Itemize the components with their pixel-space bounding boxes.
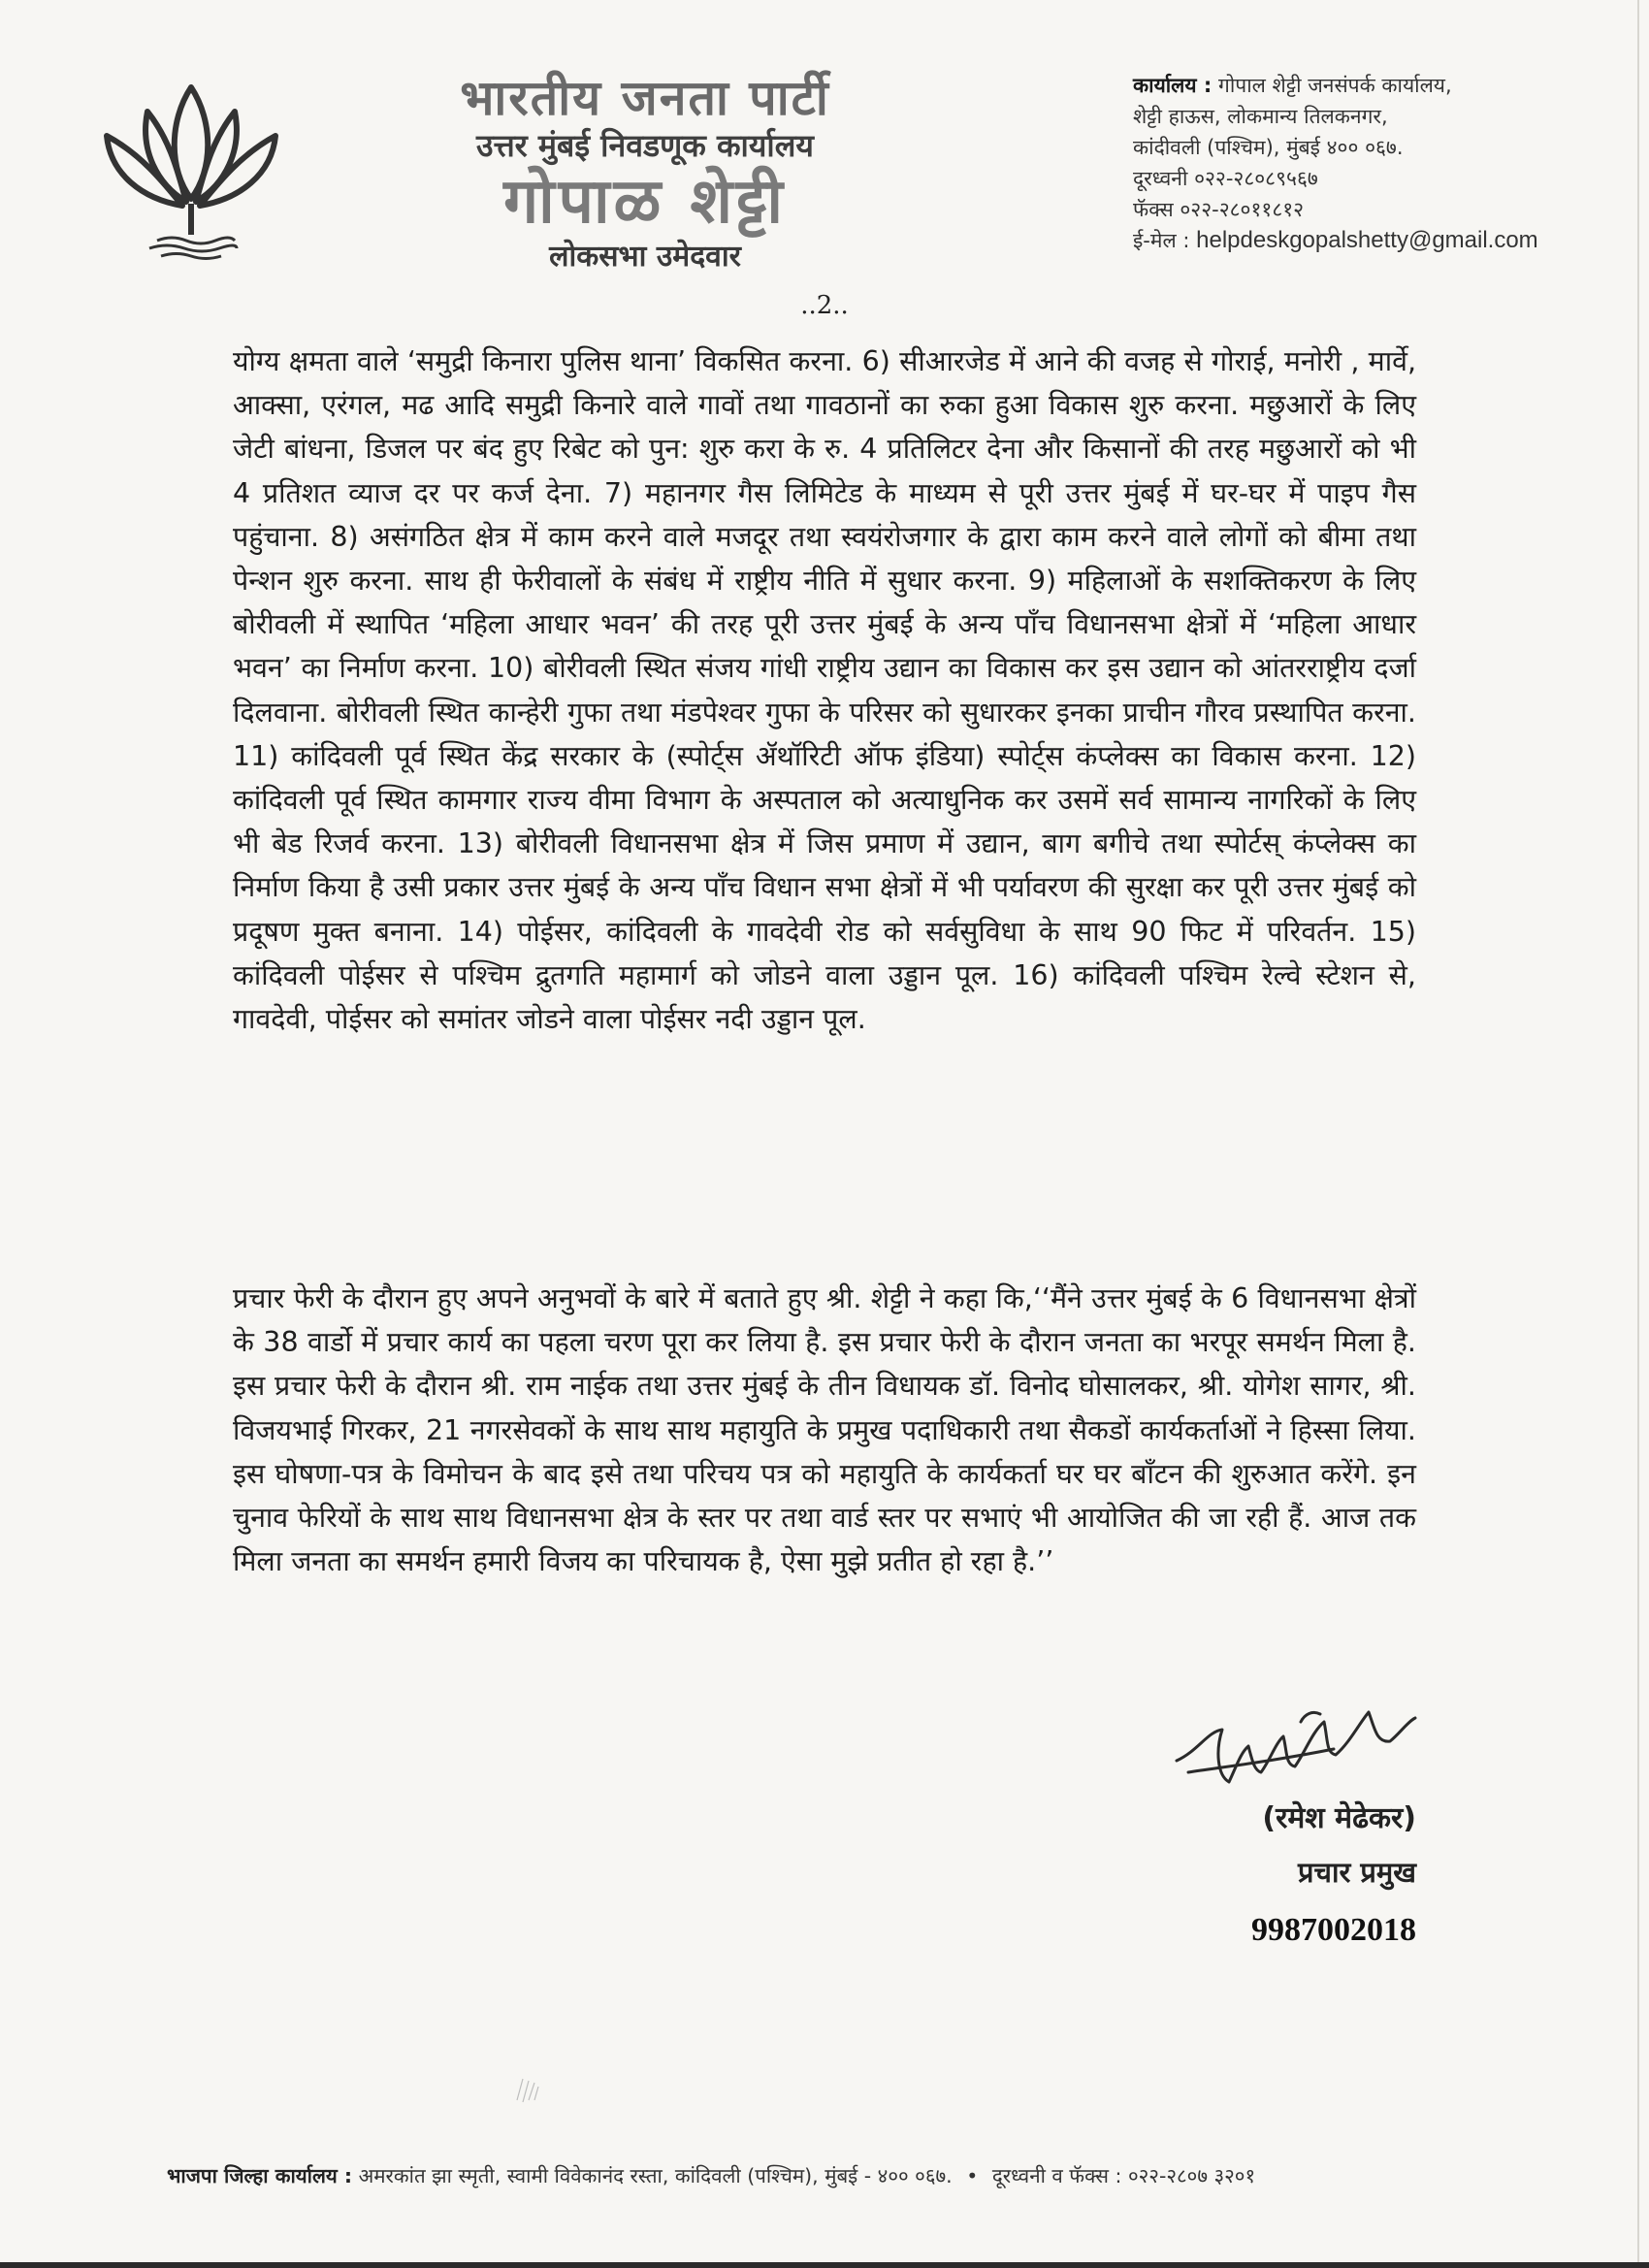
office-email-line [1133,225,1589,256]
contact-block [1133,70,1589,256]
page-number: ..2.. [800,291,849,320]
office-address-line-2: शेट्टी हाऊस, लोकमान्य तिलकनगर, [1133,105,1388,128]
letterhead-title-block [310,70,980,275]
body-paragraph-2: प्रचार फेरी के दौरान हुए अपने अनुभवों के बारे में बताते हुए श्री. शेट्टी ने कहा कि,‘‘मैंने उत्तर मुंबई के 6 विधानसभा क्षेत्रों के 38 वार्डो में प्रचार कार्य का पहला चरण पूरा कर लिया है. इस प्रचार फेरी के दौरान जनता का भरपूर समर्थन मिला है. इस प्रचार फेरी के दौरान श्री. राम नाईक तथा उत्तर मुंबई के तीन विधायक डॉ. विनोद घोसालकर, श्री. योगेश सागर, श्री. विजयभाई गिरकर, 21 नगरसेवकों के साथ साथ महायुति के प्रमुख पदाधिकारी तथा सैकडों कार्यकर्ताओं ने हिस्सा लिया. इस घोषणा-पत्र के विमोचन के बाद इसे तथा परिचय पत्र को महायुति के कार्यकर्ता घर घर बाँटन की शुरुआत करेंगे. इन चुनाव फेरियों के साथ साथ विधानसभा क्षेत्र के स्तर पर तथा वार्ड स्तर पर सभाएं भी आयोजित की जा रही हैं. आज तक मिला जनता का समर्थन हमारी विजय का परिचायक है, ऐसा मुझे प्रतीत हो रहा है.’’ [233,1282,1416,1578]
signatory-name: (रमेश मेढेकर) [1262,1801,1416,1835]
footer-separator: • [966,2164,979,2187]
office-name: उत्तर मुंबई निवडणूक कार्यालय [476,127,814,164]
footer-label: भाजपा जिल्हा कार्यालय : [167,2164,353,2187]
body-paragraph-1: योग्य क्षमता वाले ‘समुद्री किनारा पुलिस थाना’ विकसित करना. 6) सीआरजेड में आने की वजह से गोराई, मनोरी , मार्वे, आक्सा, एरंगल, मढ आदि समुद्री किनारे वाले गावों तथा गावठानों का रुका हुआ विकास शुरु करना. मछुआरों के लिए जेटी बांधना, डिजल पर बंद हुए रिबेट को पुन: शुरु करा के रु. 4 प्रतिलिटर देना और किसानों की तरह मछुआरों को भी 4 प्रतिशत व्याज दर पर कर्ज देना. 7) महानगर गैस लिमिटेड के माध्यम से पूरी उत्तर मुंबई में घर-घर में पाइप गैस पहुंचाना. 8) असंगठित क्षेत्र में काम करने वाले मजदूर तथा स्वयंरोजगार के द्वारा काम करने वाले लोगों को बीमा तथा पेन्शन शुरु करना. साथ ही फेरीवालों के संबंध में राष्ट्रीय नीति में सुधार करना. 9) महिलाओं के सशक्तिकरण के लिए बोरीवली में स्थापित ‘महिला आधार भवन’ की तरह पूरी उत्तर मुंबई के अन्य पाँच विधानसभा क्षेत्रों में ‘महिला आधार भवन’ का निर्माण करना. 10) बोरीवली स्थित संजय गांधी राष्ट्रीय उद्यान का विकास कर इस उद्यान को आंतरराष्ट्रीय दर्जा दिलवाना. बोरीवली स्थित कान्हेरी गुफा तथा मंडपेश्वर गुफा के परिसर को सुधारकर इनका प्राचीन गौरव प्रस्थापित करना. 11) कांदिवली पूर्व स्थित केंद्र सरकार के (स्पोर्ट्स ॲथॉरिटी ऑफ इंडिया) स्पोर्ट्स कंप्लेक्स का विकास करना. 12) कांदिवली पूर्व स्थित कामगार राज्य वीमा विभाग के अस्पताल को अत्याधुनिक कर उसमें सर्व सामान्य नागरिकों के लिए भी बेड रिजर्व करना. 13) बोरीवली विधानसभा क्षेत्र में जिस प्रमाण में उद्यान, बाग बगीचे तथा स्पोर्टस् कंप्लेक्स का निर्माण किया है उसी प्रकार उत्तर मुंबई के अन्य पाँच विधान सभा क्षेत्रों में भी पर्यावरण की सुरक्षा कर पूरी उत्तर मुंबई को प्रदूषण मुक्त बनाना. 14) पोईसर, कांदिवली के गावदेवी रोड को सर्वसुविधा के साथ 90 फिट में परिवर्तन. 15) कांदिवली पोईसर से पश्चिम द्रुतगति महामार्ग को जोडने वाला उड्डान पूल. 16) कांदिवली पश्चिम रेल्वे स्टेशन से, गावदेवी, पोईसर को समांतर जोडने वाला पोईसर नदी उड्डान पूल. [233,345,1416,1036]
candidate-role: लोकसभा उमेदवार [549,240,741,274]
candidate-name: गोपाळ शेट्टी [503,166,787,238]
ink-smudge [509,2071,548,2110]
email-label: ई-मेल : [1133,229,1190,252]
office-label: कार्यालय : [1133,74,1212,97]
signatory-phone: 9987002018 [1251,1912,1416,1948]
email-address[interactable]: helpdeskgopalshetty@gmail.com [1196,227,1538,253]
office-fax: फॅक्स ०२२-२८०११८१२ [1133,198,1305,221]
office-phone: दूरध्वनी ०२२-२८०८९५६७ [1133,167,1318,190]
footer [167,2161,1505,2190]
office-address-text-1: गोपाल शेट्टी जनसंपर्क कार्यालय, [1218,74,1452,97]
page-edge [1637,0,1639,2268]
footer-address: अमरकांत झा स्मृती, स्वामी विवेकानंद रस्ता, कांदिवली (पश्चिम), मुंबई - ४०० ०६७. [358,2164,953,2187]
office-address-line-3: कांदीवली (पश्चिम), मुंबई ४०० ०६७. [1133,136,1404,159]
office-address-line-1 [1133,70,1589,101]
signatory-block [1116,1795,1416,1960]
handwritten-signature [1169,1693,1421,1799]
lotus-icon [89,68,293,262]
party-name: भारतीय जनता पार्टी [460,70,830,126]
signatory-role: प्रचार प्रमुख [1298,1856,1416,1889]
footer-phone-fax: दूरध्वनी व फॅक्स : ०२२-२८०७ ३२०१ [991,2164,1256,2187]
page-bottom-edge [0,2262,1649,2268]
